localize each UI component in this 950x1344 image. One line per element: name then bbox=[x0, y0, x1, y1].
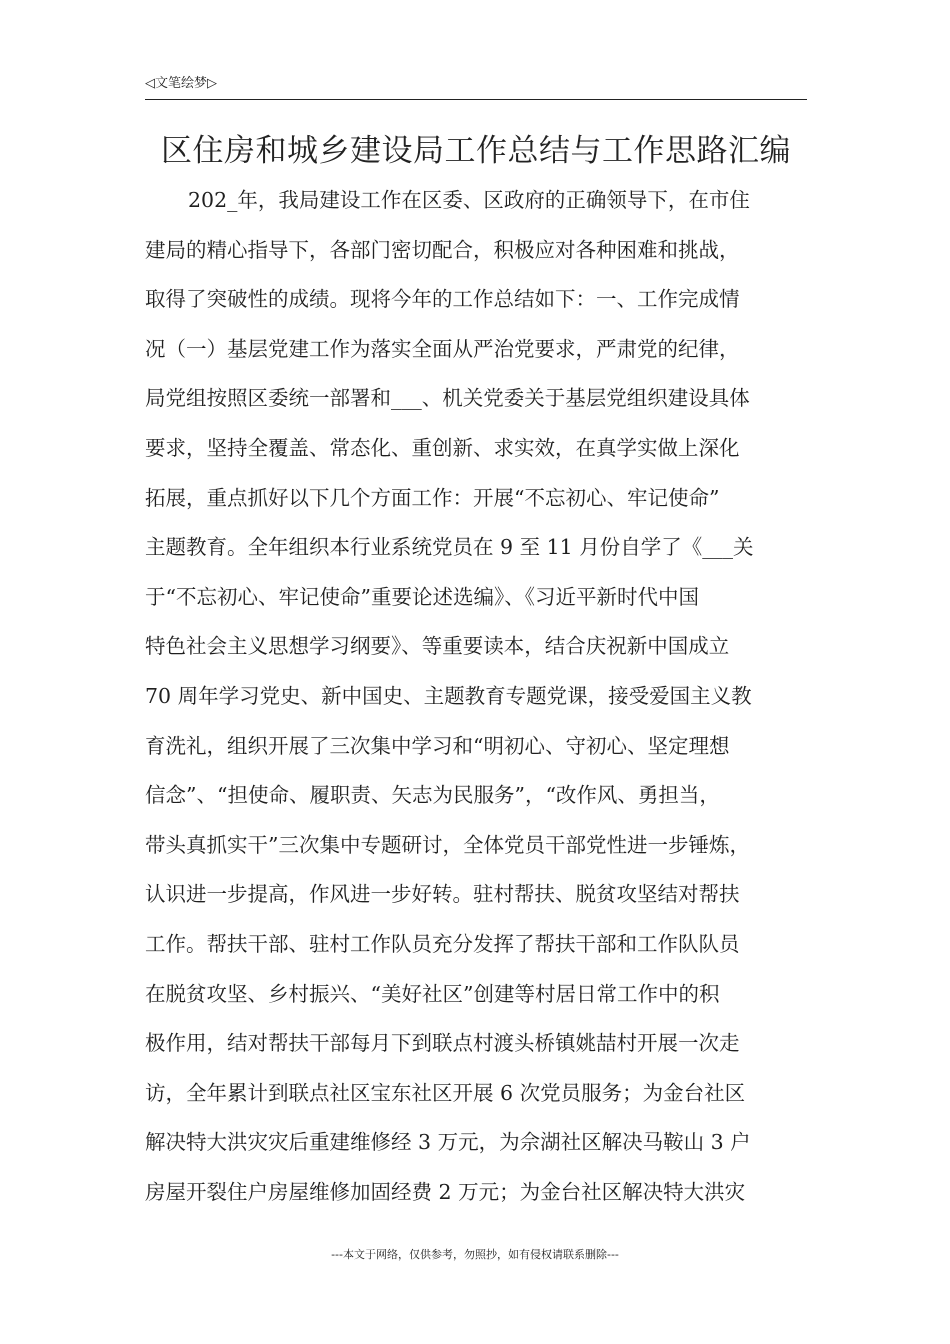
body-line: 信念”、“担使命、履职责、矢志为民服务”，“改作风、勇担当， bbox=[145, 783, 720, 808]
body-line: 育洗礼，组织开展了三次集中学习和“明初心、守初心、坚定理想 bbox=[145, 733, 730, 758]
body-line: 解决特大洪灾灾后重建维修经 3 万元，为佘湖社区解决马鞍山 3 户 bbox=[145, 1130, 751, 1155]
body-line: 拓展，重点抓好以下几个方面工作：开展“不忘初心、牢记使命” bbox=[145, 485, 720, 510]
document-title: 区住房和城乡建设局工作总结与工作思路汇编 bbox=[161, 133, 791, 169]
body-line: 房屋开裂住户房屋维修加固经费 2 万元；为金台社区解决特大洪灾 bbox=[145, 1179, 746, 1204]
page-footer: ---本文于网络，仅供参考，勿照抄，如有侵权请联系删除--- bbox=[331, 1248, 619, 1261]
body-line: 于“不忘初心、牢记使命”重要论述选编》、《习近平新时代中国 bbox=[145, 584, 699, 609]
body-line: 202_年，我局建设工作在区委、区政府的正确领导下，在市住 bbox=[188, 188, 750, 212]
header-text: ◁文笔绘梦▷ bbox=[145, 76, 217, 91]
body-line: 带头真抓实干”三次集中专题研讨，全体党员干部党性进一步锤炼， bbox=[145, 832, 750, 857]
body-line: 取得了突破性的成绩。现将今年的工作总结如下：一、工作完成情 bbox=[145, 287, 740, 312]
body-line: 工作。帮扶干部、驻村工作队员充分发挥了帮扶干部和工作队队员 bbox=[145, 931, 740, 956]
body-line: 70 周年学习党史、新中国史、主题教育专题党课，接受爱国主义教 bbox=[145, 683, 752, 708]
body-line: 认识进一步提高，作风进一步好转。驻村帮扶、脱贫攻坚结对帮扶 bbox=[145, 882, 740, 907]
body-line: 局党组按照区委统一部署和___、机关党委关于基层党组织建设具体 bbox=[145, 386, 750, 411]
page-header bbox=[145, 73, 807, 100]
body-line: 要求，坚持全覆盖、常态化、重创新、求实效，在真学实做上深化 bbox=[145, 435, 740, 460]
body-line: 主题教育。全年组织本行业系统党员在 9 至 11 月份自学了《___关 bbox=[145, 535, 754, 560]
body-line: 特色社会主义思想学习纲要》、等重要读本，结合庆祝新中国成立 bbox=[145, 634, 730, 659]
body-line: 建局的精心指导下，各部门密切配合，积极应对各种困难和挑战， bbox=[145, 237, 740, 262]
document-body bbox=[145, 176, 813, 1217]
body-line: 在脱贫攻坚、乡村振兴、“美好社区”创建等村居日常工作中的积 bbox=[145, 981, 720, 1006]
body-line: 极作用，结对帮扶干部每月下到联点村渡头桥镇姚喆村开展一次走 bbox=[145, 1031, 740, 1056]
body-line: 况（一）基层党建工作为落实全面从严治党要求，严肃党的纪律， bbox=[145, 336, 740, 361]
body-line: 访，全年累计到联点社区宝东社区开展 6 次党员服务；为金台社区 bbox=[145, 1080, 746, 1105]
